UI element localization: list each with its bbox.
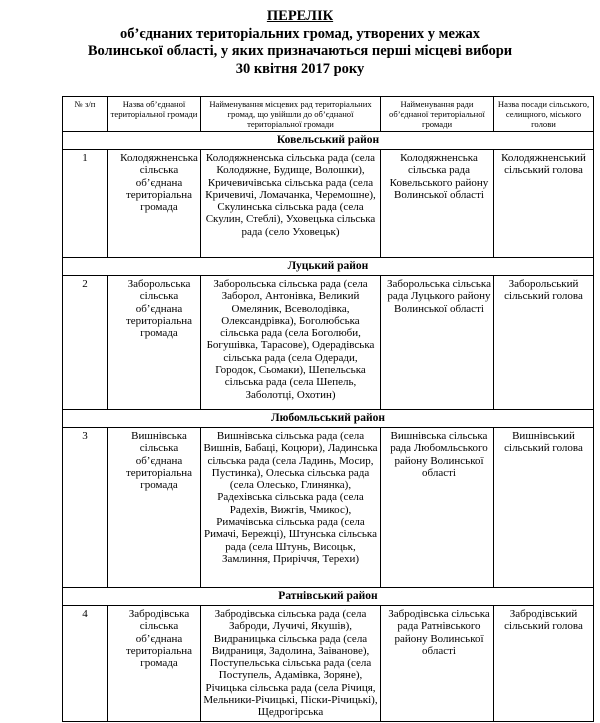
- row-position: Заборольський сільський голова: [494, 276, 594, 410]
- header-council: Найменування ради об’єднаної територіальної громади: [381, 97, 494, 132]
- district-row: [63, 132, 594, 150]
- title-line-1: ПЕРЕЛІК: [266, 8, 334, 24]
- row-community: Заборольська сільська об’єднана територіальна громада: [108, 276, 201, 410]
- table-row: [63, 150, 594, 258]
- row-position: Колодяжненський сільський голова: [494, 150, 594, 258]
- district-name: Любомльський район: [63, 410, 594, 428]
- title-line-2: об’єднаних територіальних громад, утворених у межах: [119, 25, 480, 42]
- row-councils: Вишнівська сільська рада (села Вишнів, Бабаці, Коцюри), Ладинська сільська рада (села Ладинь, Мосир, Пустинка), Олеська сільська рада (села Олесько, Глинянка), Радехівська сільська рада (села Радехів, Вижгів, Чмикос), Римачівська сільська рада (села Римачі, Бережці), Штунська сільська рада (села Штунь, Висоцьк, Замлиння, Приріччя, Терехи): [201, 428, 381, 588]
- row-councils: Заборольська сільська рада (села Заборол, Антонівка, Великий Омеляник, Всеволодівка, Олександрівка), Боголюбська сільська рада (села Боголюби, Богушівка, Тарасове), Одерадівська сільська рада (села Одеради, Городок, Сьомаки), Шепельська сільська рада (села Шепель, Заболотці, Охотин): [201, 276, 381, 410]
- header-position: Назва посади сільського, селищного, міського голови: [494, 97, 594, 132]
- row-num: 2: [63, 276, 108, 410]
- title-line-4: 30 квітня 2017 року: [235, 60, 365, 77]
- row-community: Вишнівська сільська об’єднана територіальна громада: [108, 428, 201, 588]
- row-num: 4: [63, 606, 108, 722]
- district-row: [63, 410, 594, 428]
- district-name: Ковельський район: [63, 132, 594, 150]
- row-council: Вишнівська сільська рада Любомльського району Волинської області: [381, 428, 494, 588]
- table-header-row: [63, 97, 594, 132]
- row-council: Заборольська сільська рада Луцького району Волинської області: [381, 276, 494, 410]
- row-num: 1: [63, 150, 108, 258]
- row-council: Колодяжненська сільська рада Ковельського району Волинської області: [381, 150, 494, 258]
- district-row: [63, 588, 594, 606]
- table-row: [63, 428, 594, 588]
- row-position: Забродівський сільський голова: [494, 606, 594, 722]
- header-name: Назва об’єднаної територіальної громади: [108, 97, 201, 132]
- table-row: [63, 276, 594, 410]
- district-name: Ратнівський район: [63, 588, 594, 606]
- header-num: № з/п: [63, 97, 108, 132]
- row-councils: Колодяжненська сільська рада (села Колодяжне, Будище, Волошки), Кричевичівська сільська рада (села Кричевичі, Ломачанка, Черемошне), Скулинська сільська рада (села Скулин, Стеблі), Уховецька сільська рада (село Уховецьк): [201, 150, 381, 258]
- document-title: [0, 8, 600, 78]
- district-row: [63, 258, 594, 276]
- table-row: [63, 606, 594, 722]
- row-councils: Забродівська сільська рада (села Заброди, Лучичі, Якушів), Видраницька сільська рада (села Видраниця, Задолина, Заіванове), Поступельська сільська рада (села Поступель, Адамівка, Зоряне), Річицька сільська рада (села Річиця, Мельники-Річицькі, Піски-Річицькі), Щедрогірська: [201, 606, 381, 722]
- communities-table: [62, 96, 594, 722]
- row-council: Забродівська сільська рада Ратнівського району Волинської області: [381, 606, 494, 722]
- title-line-3: Волинської області, у яких призначаються перші місцеві вибори: [87, 43, 513, 59]
- row-num: 3: [63, 428, 108, 588]
- header-councils: Найменування місцевих рад територіальних громад, що увійшли до об’єднаної територіальної громади: [201, 97, 381, 132]
- district-name: Луцький район: [63, 258, 594, 276]
- row-community: Забродівська сільська об’єднана територіальна громада: [108, 606, 201, 722]
- row-community: Колодяжненська сільська об’єднана територіальна громада: [108, 150, 201, 258]
- row-position: Вишнівський сільський голова: [494, 428, 594, 588]
